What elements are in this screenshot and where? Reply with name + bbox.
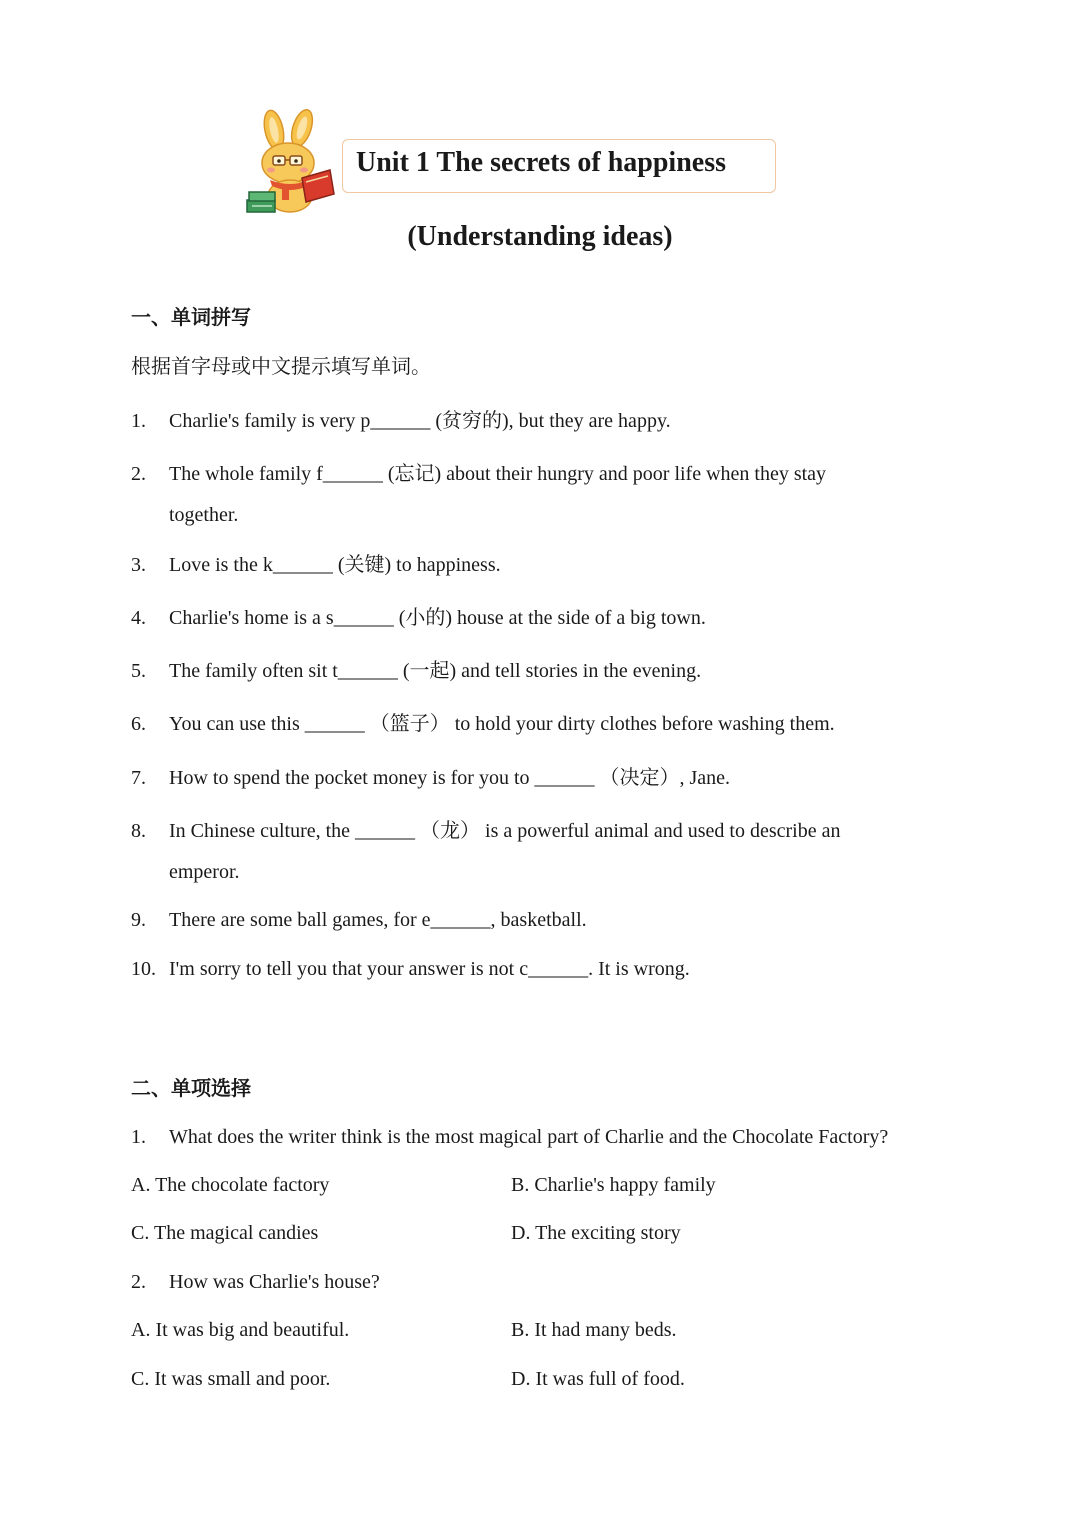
option-c: C. It was small and poor. (131, 1368, 331, 1390)
page-title: Unit 1 The secrets of happiness (356, 147, 727, 178)
question-number: 8. (131, 820, 146, 842)
question-text: What does the writer think is the most magical part of Charlie and the Chocolate Factory? (169, 1126, 889, 1148)
question-text: Charlie's family is very p______ (贫穷的), but they are happy. (169, 410, 671, 432)
option-a: A. It was big and beautiful. (131, 1319, 350, 1341)
question-number: 1. (131, 1126, 146, 1148)
rabbit-mascot-icon (244, 108, 344, 218)
question-text: The family often sit t______ (一起) and tell stories in the evening. (169, 660, 702, 682)
question-text: In Chinese culture, the ______ （龙） is a powerful animal and used to describe an (169, 820, 841, 842)
question-number: 9. (131, 909, 146, 931)
option-d: D. It was full of food. (511, 1368, 685, 1390)
question-number: 2. (131, 463, 146, 485)
section-instruction: 根据首字母或中文提示填写单词。 (131, 356, 431, 378)
question-number: 5. (131, 660, 146, 682)
question-text: How was Charlie's house? (169, 1271, 380, 1293)
question-text-continued: together. (169, 504, 239, 526)
question-number: 1. (131, 410, 146, 432)
question-text: Love is the k______ (关键) to happiness. (169, 554, 501, 576)
question-number: 10. (131, 958, 156, 980)
question-text: The whole family f______ (忘记) about their hungry and poor life when they stay (169, 463, 827, 485)
option-a: A. The chocolate factory (131, 1174, 330, 1196)
question-text: Charlie's home is a s______ (小的) house at the side of a big town. (169, 607, 706, 629)
question-number: 2. (131, 1271, 146, 1293)
page-subtitle: (Understanding ideas) (407, 221, 673, 252)
section-heading-choice: 二、单项选择 (131, 1078, 251, 1100)
option-b: B. Charlie's happy family (511, 1174, 716, 1196)
question-number: 7. (131, 767, 146, 789)
question-number: 6. (131, 713, 146, 735)
question-text: I'm sorry to tell you that your answer is not c______. It is wrong. (169, 958, 690, 980)
question-text: There are some ball games, for e______, basketball. (169, 909, 587, 931)
question-text-continued: emperor. (169, 861, 240, 883)
section-heading-spelling: 一、单词拼写 (131, 307, 251, 329)
question-number: 3. (131, 554, 146, 576)
question-number: 4. (131, 607, 146, 629)
option-c: C. The magical candies (131, 1222, 319, 1244)
option-b: B. It had many beds. (511, 1319, 677, 1341)
question-text: You can use this ______ （篮子） to hold your dirty clothes before washing them. (169, 713, 835, 735)
option-d: D. The exciting story (511, 1222, 681, 1244)
question-text: How to spend the pocket money is for you to ______ （决定）, Jane. (169, 767, 731, 789)
